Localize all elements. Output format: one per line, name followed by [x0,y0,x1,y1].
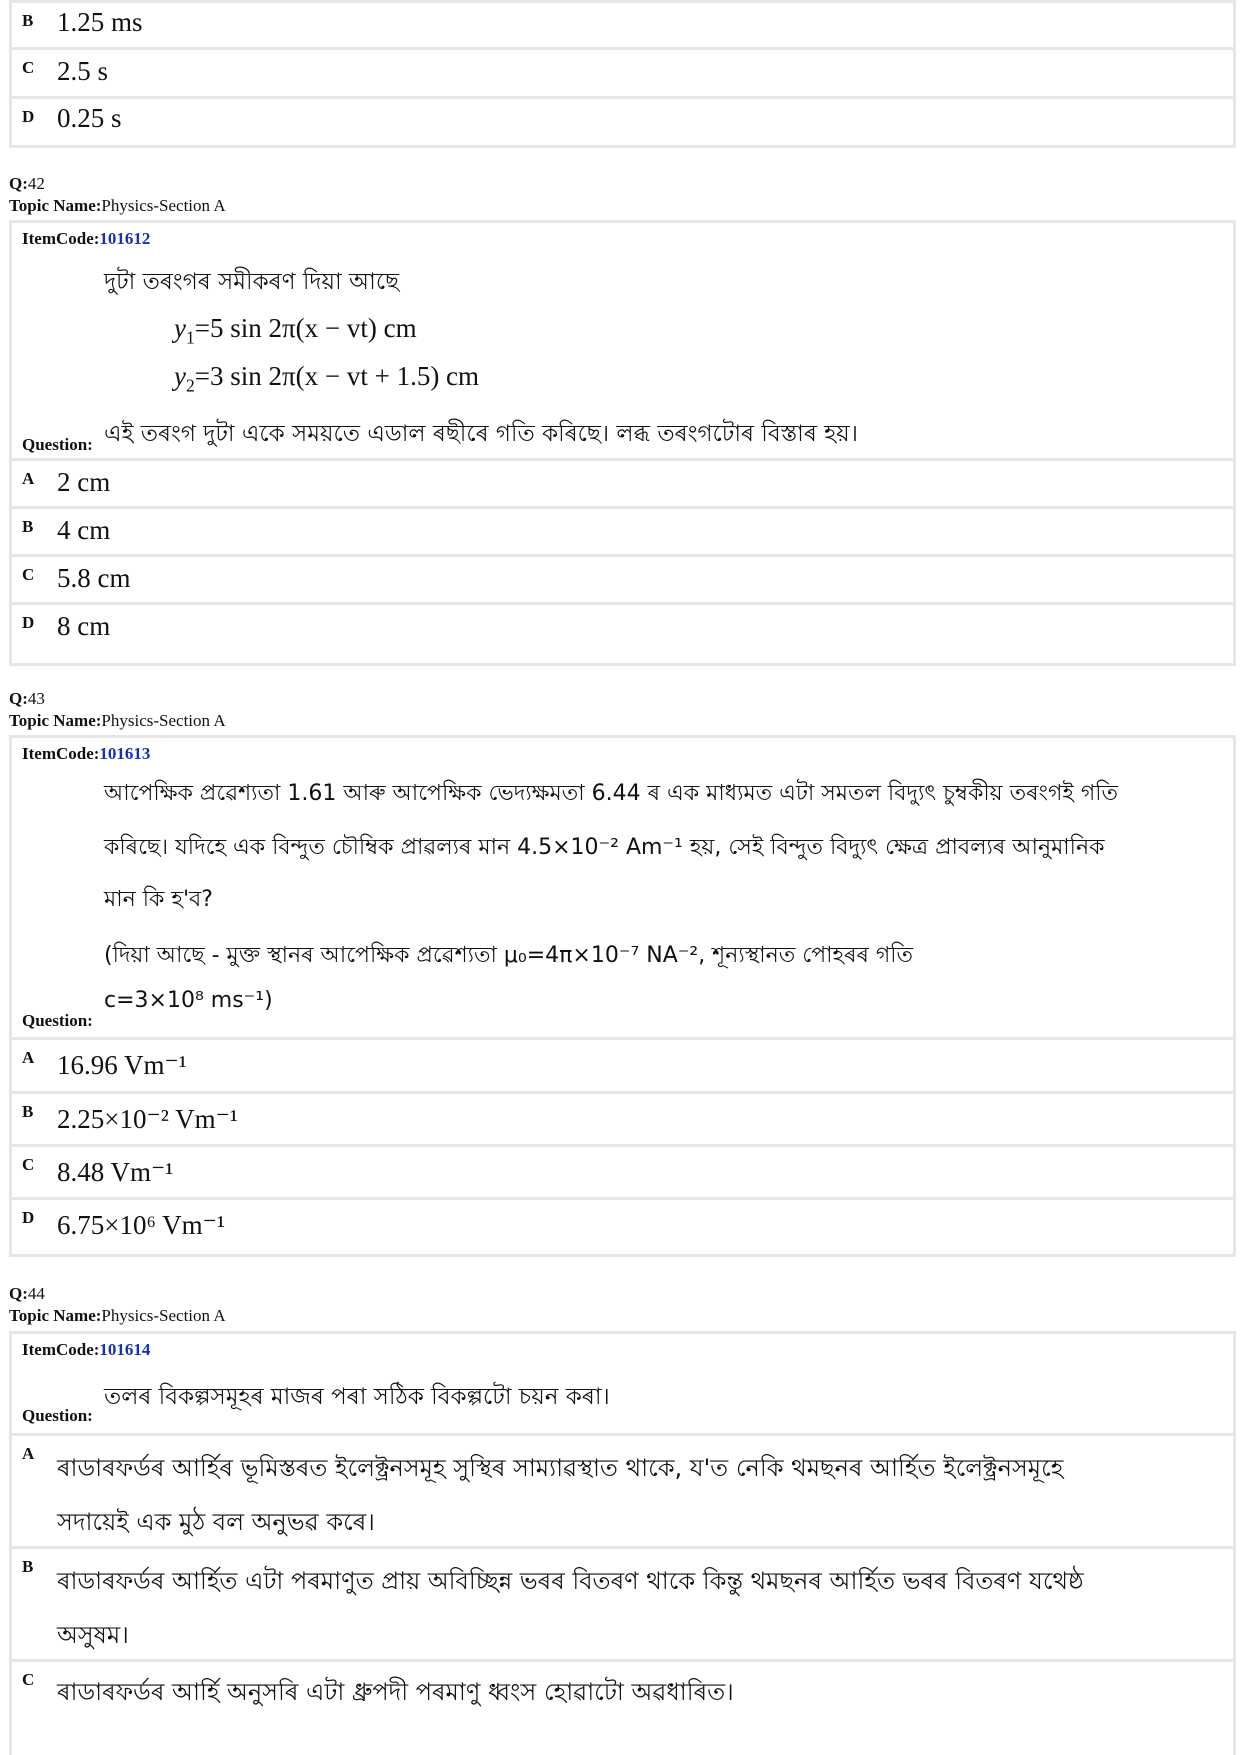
q-number: 43 [27,689,45,708]
q-prefix: Q: [9,689,28,708]
option-row[interactable] [12,1200,1233,1254]
q42-card [9,220,1236,666]
eq2-sub: 2 [185,375,195,396]
question-label: Question: [22,1011,93,1030]
option-row[interactable] [12,461,1233,509]
eq2-rhs: =3 sin 2π(x − vt + 1.5) cm [194,361,480,391]
option-label: D [22,613,35,632]
q-number: 42 [27,174,45,193]
equation-2 [174,361,479,396]
item-code-prefix: ItemCode: [22,744,100,763]
option-text: 2.5 s [57,56,109,86]
question-line-3: মান কি হ'ব? [104,887,213,912]
option-label: D [22,107,35,126]
question-line-2: কৰিছে। যদিহে এক বিন্দুত চৌম্বিক প্ৰাৱল্যৰ মান 4.5×10⁻² Am⁻¹ হয়, সেই বিন্দুত বিদ্যুৎ ক্ষেত্ৰ প্ৰাবল্যৰ আনুমানিক [104,835,1105,860]
option-text: 8.48 Vm⁻¹ [57,1157,174,1187]
option-label: B [22,1557,34,1576]
option-label: C [22,565,35,584]
option-label: A [22,469,35,488]
question-stem: তলৰ বিকল্পসমূহৰ মাজৰ পৰা সঠিক বিকল্পটো চয়ন কৰা। [104,1384,610,1410]
option-row[interactable] [12,1436,1233,1549]
option-label: C [22,58,35,77]
option-label: B [22,11,34,30]
question-row [12,738,1233,1040]
option-label: C [22,1670,35,1689]
item-code [22,229,150,249]
option-text: 2.25×10⁻² Vm⁻¹ [57,1104,238,1134]
topic-value: Physics-Section A [101,196,226,215]
topic-name [9,1305,226,1327]
question-label: Question: [22,1406,93,1425]
item-code-prefix: ItemCode: [22,1340,100,1359]
equation-1 [174,313,417,348]
item-code-prefix: ItemCode: [22,229,100,248]
option-text: 4 cm [57,515,111,545]
eq2-lhs: y [174,361,186,391]
q-number: 44 [27,1284,45,1303]
item-code-value: 101612 [99,229,151,248]
option-text-line-1: ৰাডাৰফৰ্ডৰ আৰ্হিত এটা পৰমাণুত প্ৰায় অবিচ্ছিন্ন ভৰৰ বিতৰণ থাকে কিন্তু থমছনৰ আৰ্হিত ভৰৰ বিতৰণ যথেষ্ঠ [57,1567,1084,1595]
item-code-value: 101614 [99,1340,151,1359]
question-line-1: আপেক্ষিক প্ৰৱেশ্যতা 1.61 আৰু আপেক্ষিক ভেদ্যক্ষমতা 6.44 ৰ এক মাধ্যমত এটা সমতল বিদ্যুৎ চুম্বকীয় তৰংগই গতি [104,781,1119,806]
question-row [12,223,1233,461]
option-row[interactable] [12,3,1233,50]
eq1-sub: 1 [185,327,195,348]
option-text-line-1: ৰাডাৰফৰ্ডৰ আৰ্হি অনুসৰি এটা ধ্ৰুপদী পৰমাণু ধ্বংস হোৱাটো অৱধাৰিত। [57,1678,734,1706]
option-row[interactable] [12,605,1233,657]
option-row[interactable] [12,1094,1233,1147]
question-row [12,1334,1233,1436]
option-row[interactable] [12,50,1233,99]
option-label: D [22,1208,35,1227]
topic-value: Physics-Section A [101,1306,226,1325]
option-label: B [22,1102,34,1121]
option-text: 6.75×10⁶ Vm⁻¹ [57,1210,225,1240]
topic-name [9,195,226,217]
eq1-lhs: y [174,313,186,343]
q44-card [9,1331,1236,1755]
option-text-line-2: সদায়েই এক মুঠ বল অনুভৱ কৰে। [57,1508,375,1536]
topic-prefix: Topic Name: [9,711,102,730]
option-text: 8 cm [57,611,111,641]
option-row[interactable] [12,1147,1233,1200]
topic-name [9,710,226,732]
topic-prefix: Topic Name: [9,1306,102,1325]
option-row[interactable] [12,509,1233,557]
question-intro: দুটা তৰংগৰ সমীকৰণ দিয়া আছে [104,269,400,295]
option-text-line-2: অসুষম। [57,1621,129,1649]
option-row[interactable] [12,99,1233,145]
option-label: C [22,1155,35,1174]
question-stem: এই তৰংগ দুটা একে সময়তে এডাল ৰছীৰে গতি কৰিছে। লব্ধ তৰংগটোৰ বিস্তাৰ হয়। [104,421,858,447]
question-label: Question: [22,435,93,454]
option-text: 1.25 ms [57,7,143,37]
question-number [9,173,45,195]
option-text: 0.25 s [57,103,122,133]
question-number [9,1283,45,1305]
item-code [22,744,150,764]
option-row[interactable] [12,1549,1233,1662]
option-row[interactable] [12,1040,1233,1094]
topic-prefix: Topic Name: [9,196,102,215]
eq1-rhs: =5 sin 2π(x − vt) cm [194,313,417,343]
topic-value: Physics-Section A [101,711,226,730]
item-code [22,1340,150,1360]
option-row[interactable] [12,557,1233,605]
option-label: A [22,1444,35,1463]
q43-card [9,735,1236,1257]
option-label: B [22,517,34,536]
option-row[interactable] [12,1662,1233,1755]
option-text: 16.96 Vm⁻¹ [57,1050,187,1080]
option-text-line-1: ৰাডাৰফৰ্ডৰ আৰ্হিৰ ভূমিস্তৰত ইলেক্ট্ৰনসমূহ সুস্থিৰ সাম্যাৱস্থাত থাকে, য'ত নেকি থমছনৰ আৰ্হিত ইলেক্ট্ৰনসমূহে [57,1454,1064,1482]
item-code-value: 101613 [99,744,151,763]
option-text: 5.8 cm [57,563,131,593]
question-number [9,688,45,710]
q41-options [9,0,1236,148]
option-text: 2 cm [57,467,111,497]
option-label: A [22,1048,35,1067]
q-prefix: Q: [9,174,28,193]
q-prefix: Q: [9,1284,28,1303]
question-line-5: c=3×10⁸ ms⁻¹) [104,988,273,1013]
question-line-4: (দিয়া আছে - মুক্ত স্থানৰ আপেক্ষিক প্ৰৱেশ্যতা μ₀=4π×10⁻⁷ NA⁻², শূন্যস্থানত পোহৰৰ গতি [104,943,914,968]
